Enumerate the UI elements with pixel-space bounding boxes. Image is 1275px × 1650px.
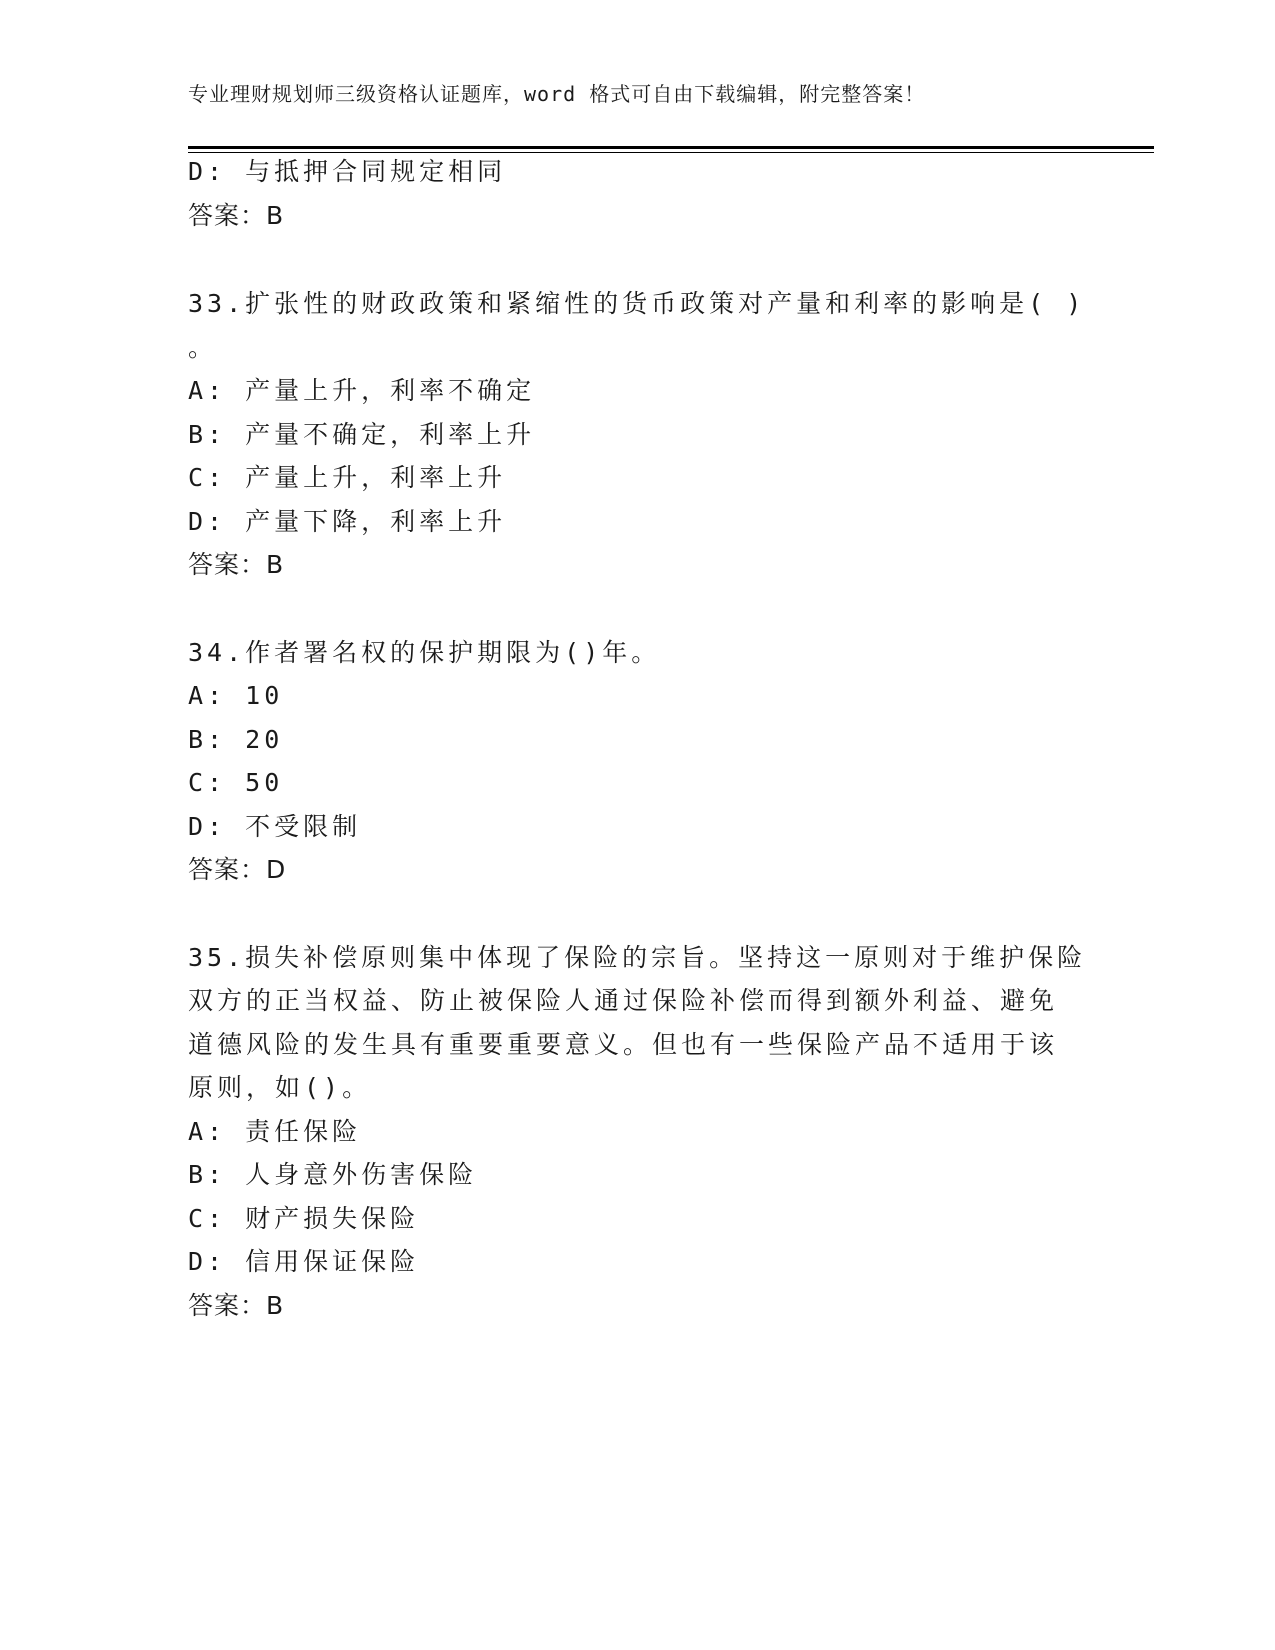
q33-stem-line1: 33.扩张性的财政政策和紧缩性的货币政策对产量和利率的影响是( ) bbox=[188, 289, 1086, 318]
q34-option-a: A: 10 bbox=[188, 681, 284, 710]
q33-option-c: C: 产量上升，利率上升 bbox=[188, 463, 507, 492]
q33-option-a: A: 产量上升，利率不确定 bbox=[188, 376, 536, 405]
q35-stem-line3: 道德风险的发生具有重要重要意义。但也有一些保险产品不适用于该 bbox=[188, 1030, 1059, 1059]
q34-option-d: D: 不受限制 bbox=[188, 812, 362, 841]
q33-stem-line2: 。 bbox=[188, 333, 218, 362]
q33-option-d: D: 产量下降，利率上升 bbox=[188, 507, 507, 536]
header-rule-thick bbox=[188, 146, 1154, 149]
q35-stem-line1: 35.损失补偿原则集中体现了保险的宗旨。坚持这一原则对于维护保险 bbox=[188, 943, 1087, 972]
q35-option-b: B: 人身意外伤害保险 bbox=[188, 1160, 478, 1189]
q35-stem-line4: 原则，如()。 bbox=[188, 1073, 372, 1102]
q34-option-b: B: 20 bbox=[188, 725, 284, 754]
q35-answer: 答案：B bbox=[188, 1291, 285, 1320]
q35-stem-line2: 双方的正当权益、防止被保险人通过保险补偿而得到额外利益、避免 bbox=[188, 986, 1059, 1015]
page-header: 专业理财规划师三级资格认证题库，word 格式可自由下载编辑，附完整答案！ bbox=[188, 82, 926, 106]
q35-option-c: C: 财产损失保险 bbox=[188, 1204, 420, 1233]
q32-option-d: D: 与抵押合同规定相同 bbox=[188, 157, 507, 186]
q33-answer: 答案：B bbox=[188, 550, 285, 579]
q34-stem: 34.作者署名权的保护期限为()年。 bbox=[188, 638, 661, 667]
header-rule-thin bbox=[188, 152, 1154, 153]
q34-answer: 答案：D bbox=[188, 855, 287, 884]
q35-option-a: A: 责任保险 bbox=[188, 1117, 362, 1146]
q33-option-b: B: 产量不确定，利率上升 bbox=[188, 420, 536, 449]
q32-answer: 答案：B bbox=[188, 201, 285, 230]
q35-option-d: D: 信用保证保险 bbox=[188, 1247, 420, 1276]
q34-option-c: C: 50 bbox=[188, 768, 284, 797]
